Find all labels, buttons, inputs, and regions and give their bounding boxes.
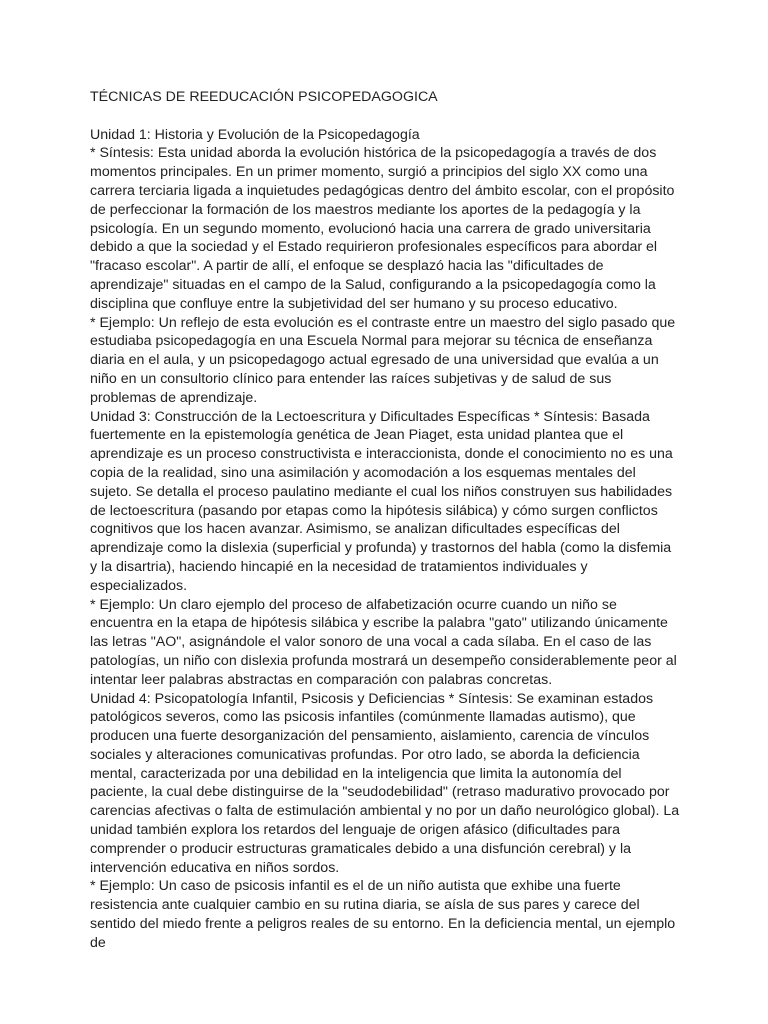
document-page <box>90 88 680 953</box>
document-title: TÉCNICAS DE REEDUCACIÓN PSICOPEDAGOGICA <box>90 89 438 105</box>
unit-3-section: Unidad 3: Construcción de la Lectoescritura y Dificultades Específicas * Síntesis: Basada fuertemente en la epistemología genética de Jean Piaget, esta unidad plantea que el aprendizaje es un proceso constructivista e interaccionista, donde el conocimiento no es una copia de la realidad, sino una asimilación y acomodación a los esquemas mentales del sujeto. Se detalla el proceso paulatino mediante el cual los niños construyen sus habilidades de lectoescritura (pasando por etapas como la hipótesis silábica) y cómo surgen conflictos cognitivos que los hacen avanzar. Asimismo, se analizan dificultades específicas del aprendizaje como la dislexia (superficial y profunda) y trastornos del habla (como la disfemia y la disartria), haciendo hincapié en la necesidad de tratamientos individuales y especializados. <box>90 408 673 594</box>
unit-1-synthesis: * Síntesis: Esta unidad aborda la evolución histórica de la psicopedagogía a través de dos momentos principales. En un primer momento, surgió a principios del siglo XX como una carrera terciaria ligada a inquietudes pedagógicas dentro del ámbito escolar, con el propósito de perfeccionar la formación de los maestros mediante los aportes de la pedagogía y la psicología. En un segundo momento, evolucionó hacia una carrera de grado universitaria debido a que la sociedad y el Estado requirieron profesionales específicos para abordar el "fracaso escolar". A partir de allí, el enfoque se desplazó hacia las "dificultades de aprendizaje" situadas en el campo de la Salud, configurando a la psicopedagogía como la disciplina que confluye entre la subjetividad del ser humano y su proceso educativo. <box>90 145 675 312</box>
unit-4-example: * Ejemplo: Un caso de psicosis infantil es el de un niño autista que exhibe una fuerte resistencia ante cualquier cambio en su rutina diaria, se aísla de sus pares y carece del sentido del miedo frente a peligros reales de su entorno. En la deficiencia mental, un ejemplo de <box>90 878 676 951</box>
unit-1-example: * Ejemplo: Un reflejo de esta evolución es el contraste entre un maestro del siglo pasado que estudiaba psicopedagogía en una Escuela Normal para mejorar su técnica de enseñanza diaria en el aula, y un psicopedagogo actual egresado de una universidad que evalúa a un niño en un consultorio clínico para entender las raíces subjetivas y de salud de sus problemas de aprendizaje. <box>90 314 676 406</box>
unit-1-heading: Unidad 1: Historia y Evolución de la Psicopedagogía <box>90 126 420 143</box>
unit-4-section: Unidad 4: Psicopatología Infantil, Psicosis y Deficiencias * Síntesis: Se examinan estados patológicos severos, como las psicosis infantiles (comúnmente llamadas autismo), que producen una fuerte desorganización del pensamiento, aislamiento, carencia de vínculos sociales y alteraciones comunicativas profundas. Por otro lado, se aborda la deficiencia mental, caracterizada por una debilidad en la inteligencia que limita la autonomía del paciente, la cual debe distinguirse de la "seudodebilidad" (retraso madurativo provocado por carencias afectivas o falta de estimulación ambiental y no por un daño neurológico global). La unidad también explora los retardos del lenguaje de origen afásico (dificultades para comprender o producir estructuras gramaticales debido a una disfunción cerebral) y la intervención educativa en niños sordos. <box>90 690 680 876</box>
unit-3-example: * Ejemplo: Un claro ejemplo del proceso de alfabetización ocurre cuando un niño se encuentra en la etapa de hipótesis silábica y escribe la palabra "gato" utilizando únicamente las letras "AO", asignándole el valor sonoro de una vocal a cada sílaba. En el caso de las patologías, un niño con dislexia profunda mostrará un desempeño considerablemente peor al intentar leer palabras abstractas en comparación con palabras concretas. <box>90 596 677 688</box>
